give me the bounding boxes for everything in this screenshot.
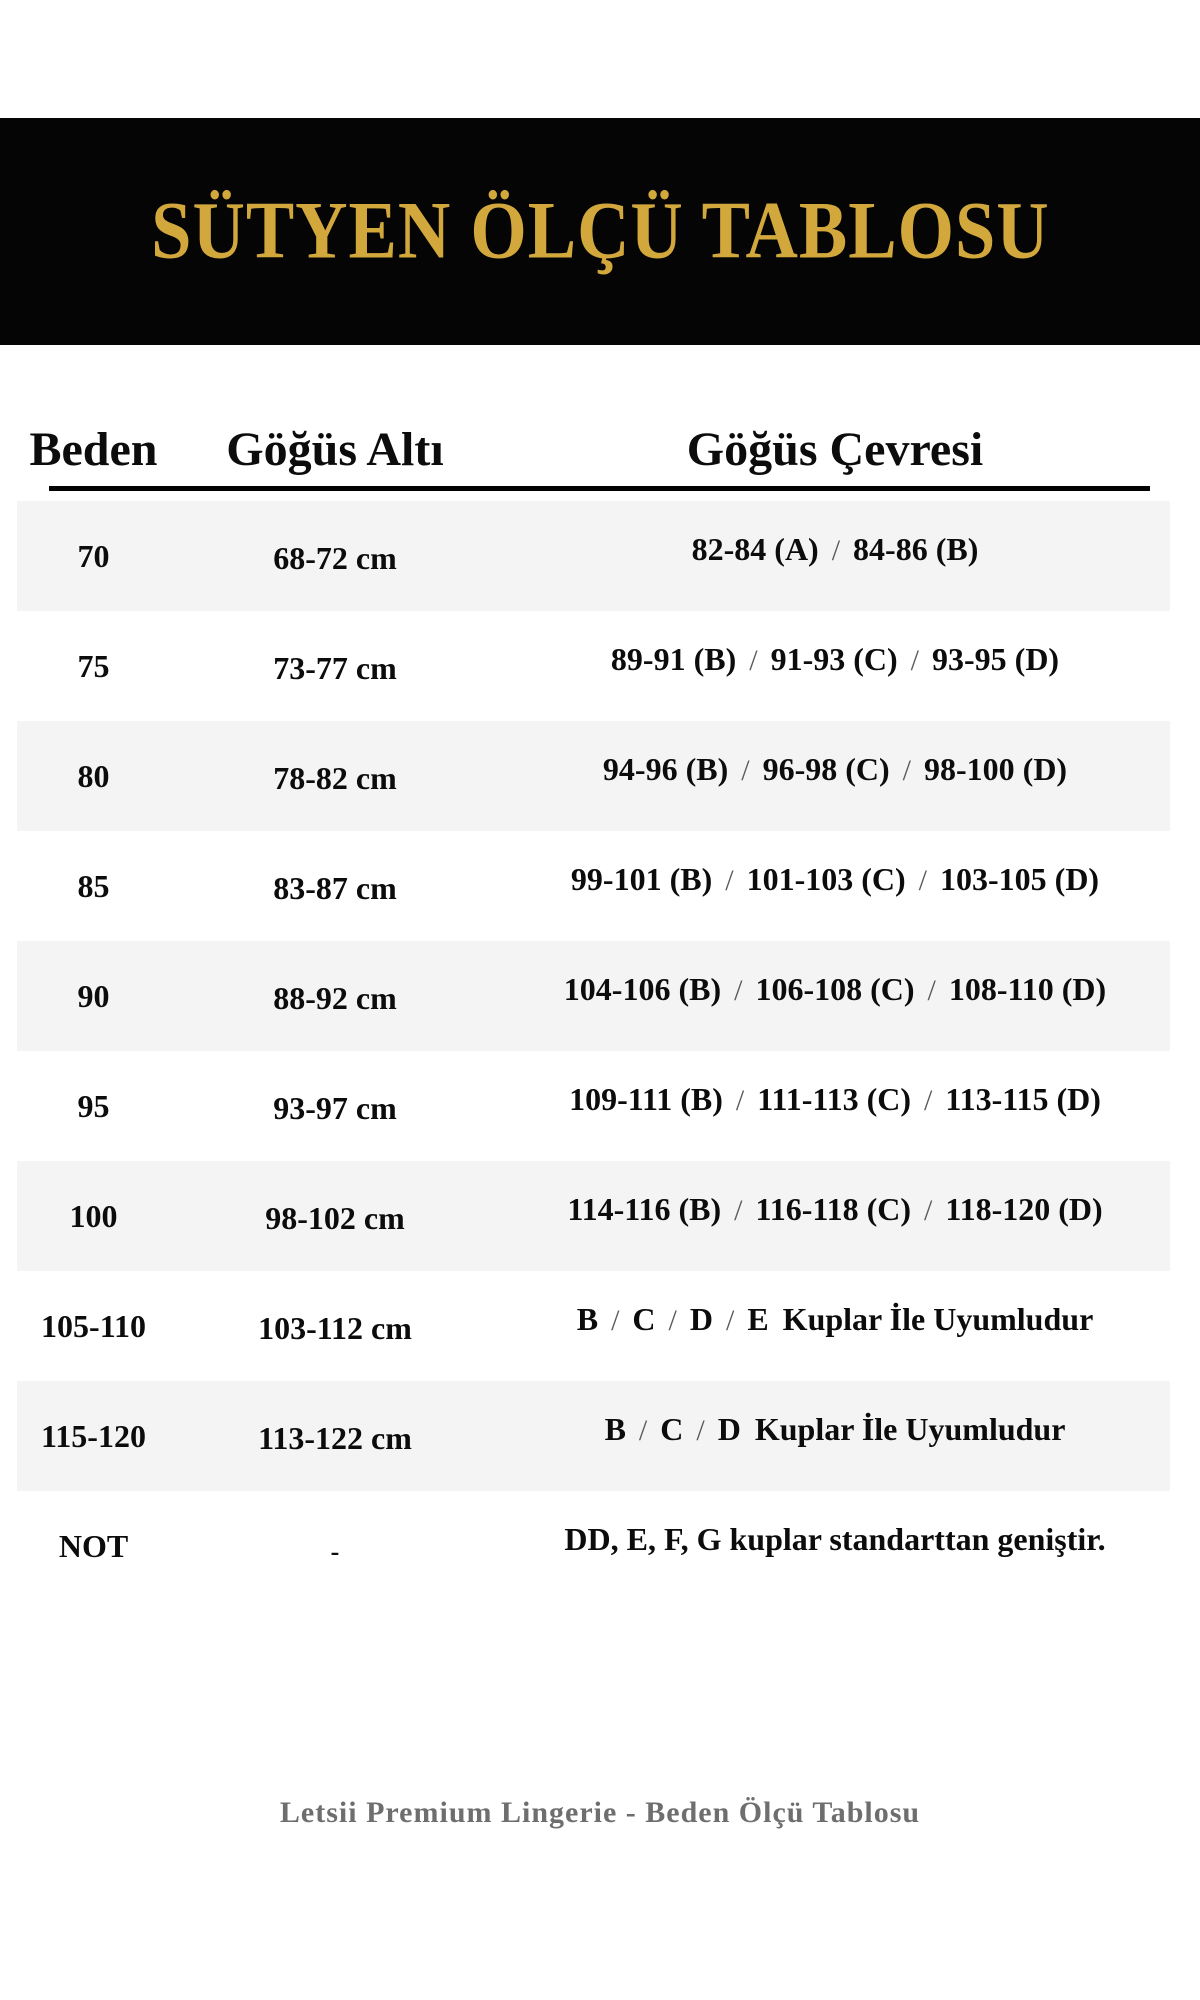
table-header-row — [17, 418, 1170, 480]
cell-underbust: 103-112 cm — [258, 1309, 412, 1346]
slash-separator: / — [749, 643, 758, 677]
table-row — [17, 831, 1170, 941]
cell-size: 90 — [77, 977, 110, 1014]
cell-bust — [500, 971, 1170, 1008]
cell-size: 100 — [69, 1197, 118, 1234]
bust-range: 99-101 (B) — [570, 860, 713, 897]
page-title: SÜTYEN ÖLÇÜ TABLOSU — [150, 185, 1050, 277]
cell-size: 115-120 — [41, 1417, 146, 1454]
cell-underbust: 68-72 cm — [273, 539, 397, 576]
bust-range: E — [747, 1300, 769, 1337]
bust-range: D — [689, 1300, 713, 1337]
bust-range: 116-118 (C) — [755, 1190, 911, 1227]
slash-separator: / — [725, 863, 734, 897]
cell-bust — [500, 1411, 1170, 1448]
cell-size: NOT — [58, 1527, 129, 1564]
bust-range: 118-120 (D) — [945, 1190, 1103, 1227]
slash-separator: / — [638, 1413, 648, 1447]
slash-separator: / — [611, 1303, 620, 1337]
size-table-body — [17, 501, 1170, 1601]
bust-range: B — [576, 1300, 599, 1337]
slash-separator: / — [924, 1193, 933, 1227]
cell-size: 70 — [77, 537, 110, 574]
cell-underbust: 98-102 cm — [265, 1199, 405, 1236]
bust-range: 94-96 (B) — [602, 750, 729, 787]
bust-range: 84-86 (B) — [853, 530, 979, 567]
cell-size: 80 — [77, 757, 110, 794]
title-band — [0, 118, 1200, 345]
cell-size: 95 — [77, 1087, 110, 1124]
slash-separator: / — [735, 1083, 745, 1117]
bust-range: C — [632, 1300, 656, 1337]
table-row — [17, 501, 1170, 611]
slash-separator: / — [831, 533, 841, 567]
bust-range: 108-110 (D) — [948, 970, 1107, 1007]
cell-size: 75 — [77, 647, 110, 684]
cell-underbust: - — [330, 1537, 340, 1566]
slash-separator: / — [734, 973, 743, 1007]
cell-underbust: 73-77 cm — [273, 649, 397, 686]
header-underline — [49, 486, 1150, 491]
cell-bust — [500, 1191, 1170, 1228]
slash-separator: / — [668, 1303, 677, 1337]
cell-underbust: 83-87 cm — [273, 869, 397, 906]
bust-range: B — [604, 1410, 626, 1447]
cell-bust — [500, 861, 1170, 898]
table-row — [17, 1051, 1170, 1161]
cell-bust — [500, 531, 1170, 568]
table-row — [17, 1161, 1170, 1271]
bust-range: 82-84 (A) — [691, 530, 819, 567]
slash-separator: / — [924, 1083, 933, 1117]
bust-range: C — [660, 1410, 684, 1447]
bust-range: D — [717, 1410, 741, 1447]
slash-separator: / — [741, 753, 750, 787]
bust-range: DD, E, F, G kuplar standarttan geniştir. — [564, 1520, 1106, 1557]
bust-suffix: Kuplar İle Uyumludur — [754, 1410, 1066, 1447]
bust-range: 106-108 (C) — [755, 970, 915, 1007]
cell-underbust: 88-92 cm — [273, 979, 397, 1016]
table-row — [17, 941, 1170, 1051]
bust-range: 104-106 (B) — [563, 970, 722, 1007]
cell-bust — [500, 1521, 1170, 1558]
table-row — [17, 1381, 1170, 1491]
bust-range: 96-98 (C) — [762, 750, 890, 787]
bust-range: 114-116 (B) — [567, 1190, 722, 1227]
slash-separator: / — [902, 753, 911, 787]
table-row — [17, 721, 1170, 831]
bust-range: 101-103 (C) — [746, 860, 906, 897]
footer-caption: Letsii Premium Lingerie - Beden Ölçü Tablosu — [279, 1796, 921, 1829]
cell-bust — [500, 641, 1170, 678]
column-header-beden: Beden — [29, 422, 158, 476]
table-row — [17, 611, 1170, 721]
slash-separator: / — [725, 1303, 735, 1337]
table-row — [17, 1271, 1170, 1381]
bust-range: 111-113 (C) — [757, 1080, 911, 1117]
slash-separator: / — [696, 1413, 705, 1447]
cell-bust — [500, 751, 1170, 788]
slash-separator: / — [918, 863, 927, 897]
bust-range: 113-115 (D) — [945, 1080, 1101, 1117]
cell-bust — [500, 1301, 1170, 1338]
bust-range: 109-111 (B) — [569, 1080, 723, 1117]
cell-size: 85 — [77, 867, 110, 904]
cell-bust — [500, 1081, 1170, 1118]
slash-separator: / — [927, 973, 936, 1007]
column-header-gogus-cevresi: Göğüs Çevresi — [686, 422, 984, 476]
cell-underbust: 113-122 cm — [258, 1419, 412, 1456]
slash-separator: / — [734, 1193, 743, 1227]
bust-range: 89-91 (B) — [610, 640, 737, 677]
table-row — [17, 1491, 1170, 1601]
cell-underbust: 78-82 cm — [273, 759, 397, 796]
bust-suffix: Kuplar İle Uyumludur — [782, 1300, 1094, 1337]
bust-range: 103-105 (D) — [940, 860, 1100, 897]
bust-range: 98-100 (D) — [924, 750, 1068, 787]
cell-underbust: 93-97 cm — [273, 1089, 397, 1126]
slash-separator: / — [910, 643, 919, 677]
bust-range: 93-95 (D) — [932, 640, 1060, 677]
cell-size: 105-110 — [41, 1307, 146, 1344]
column-header-gogus-alti: Göğüs Altı — [226, 422, 444, 476]
bust-range: 91-93 (C) — [770, 640, 898, 677]
